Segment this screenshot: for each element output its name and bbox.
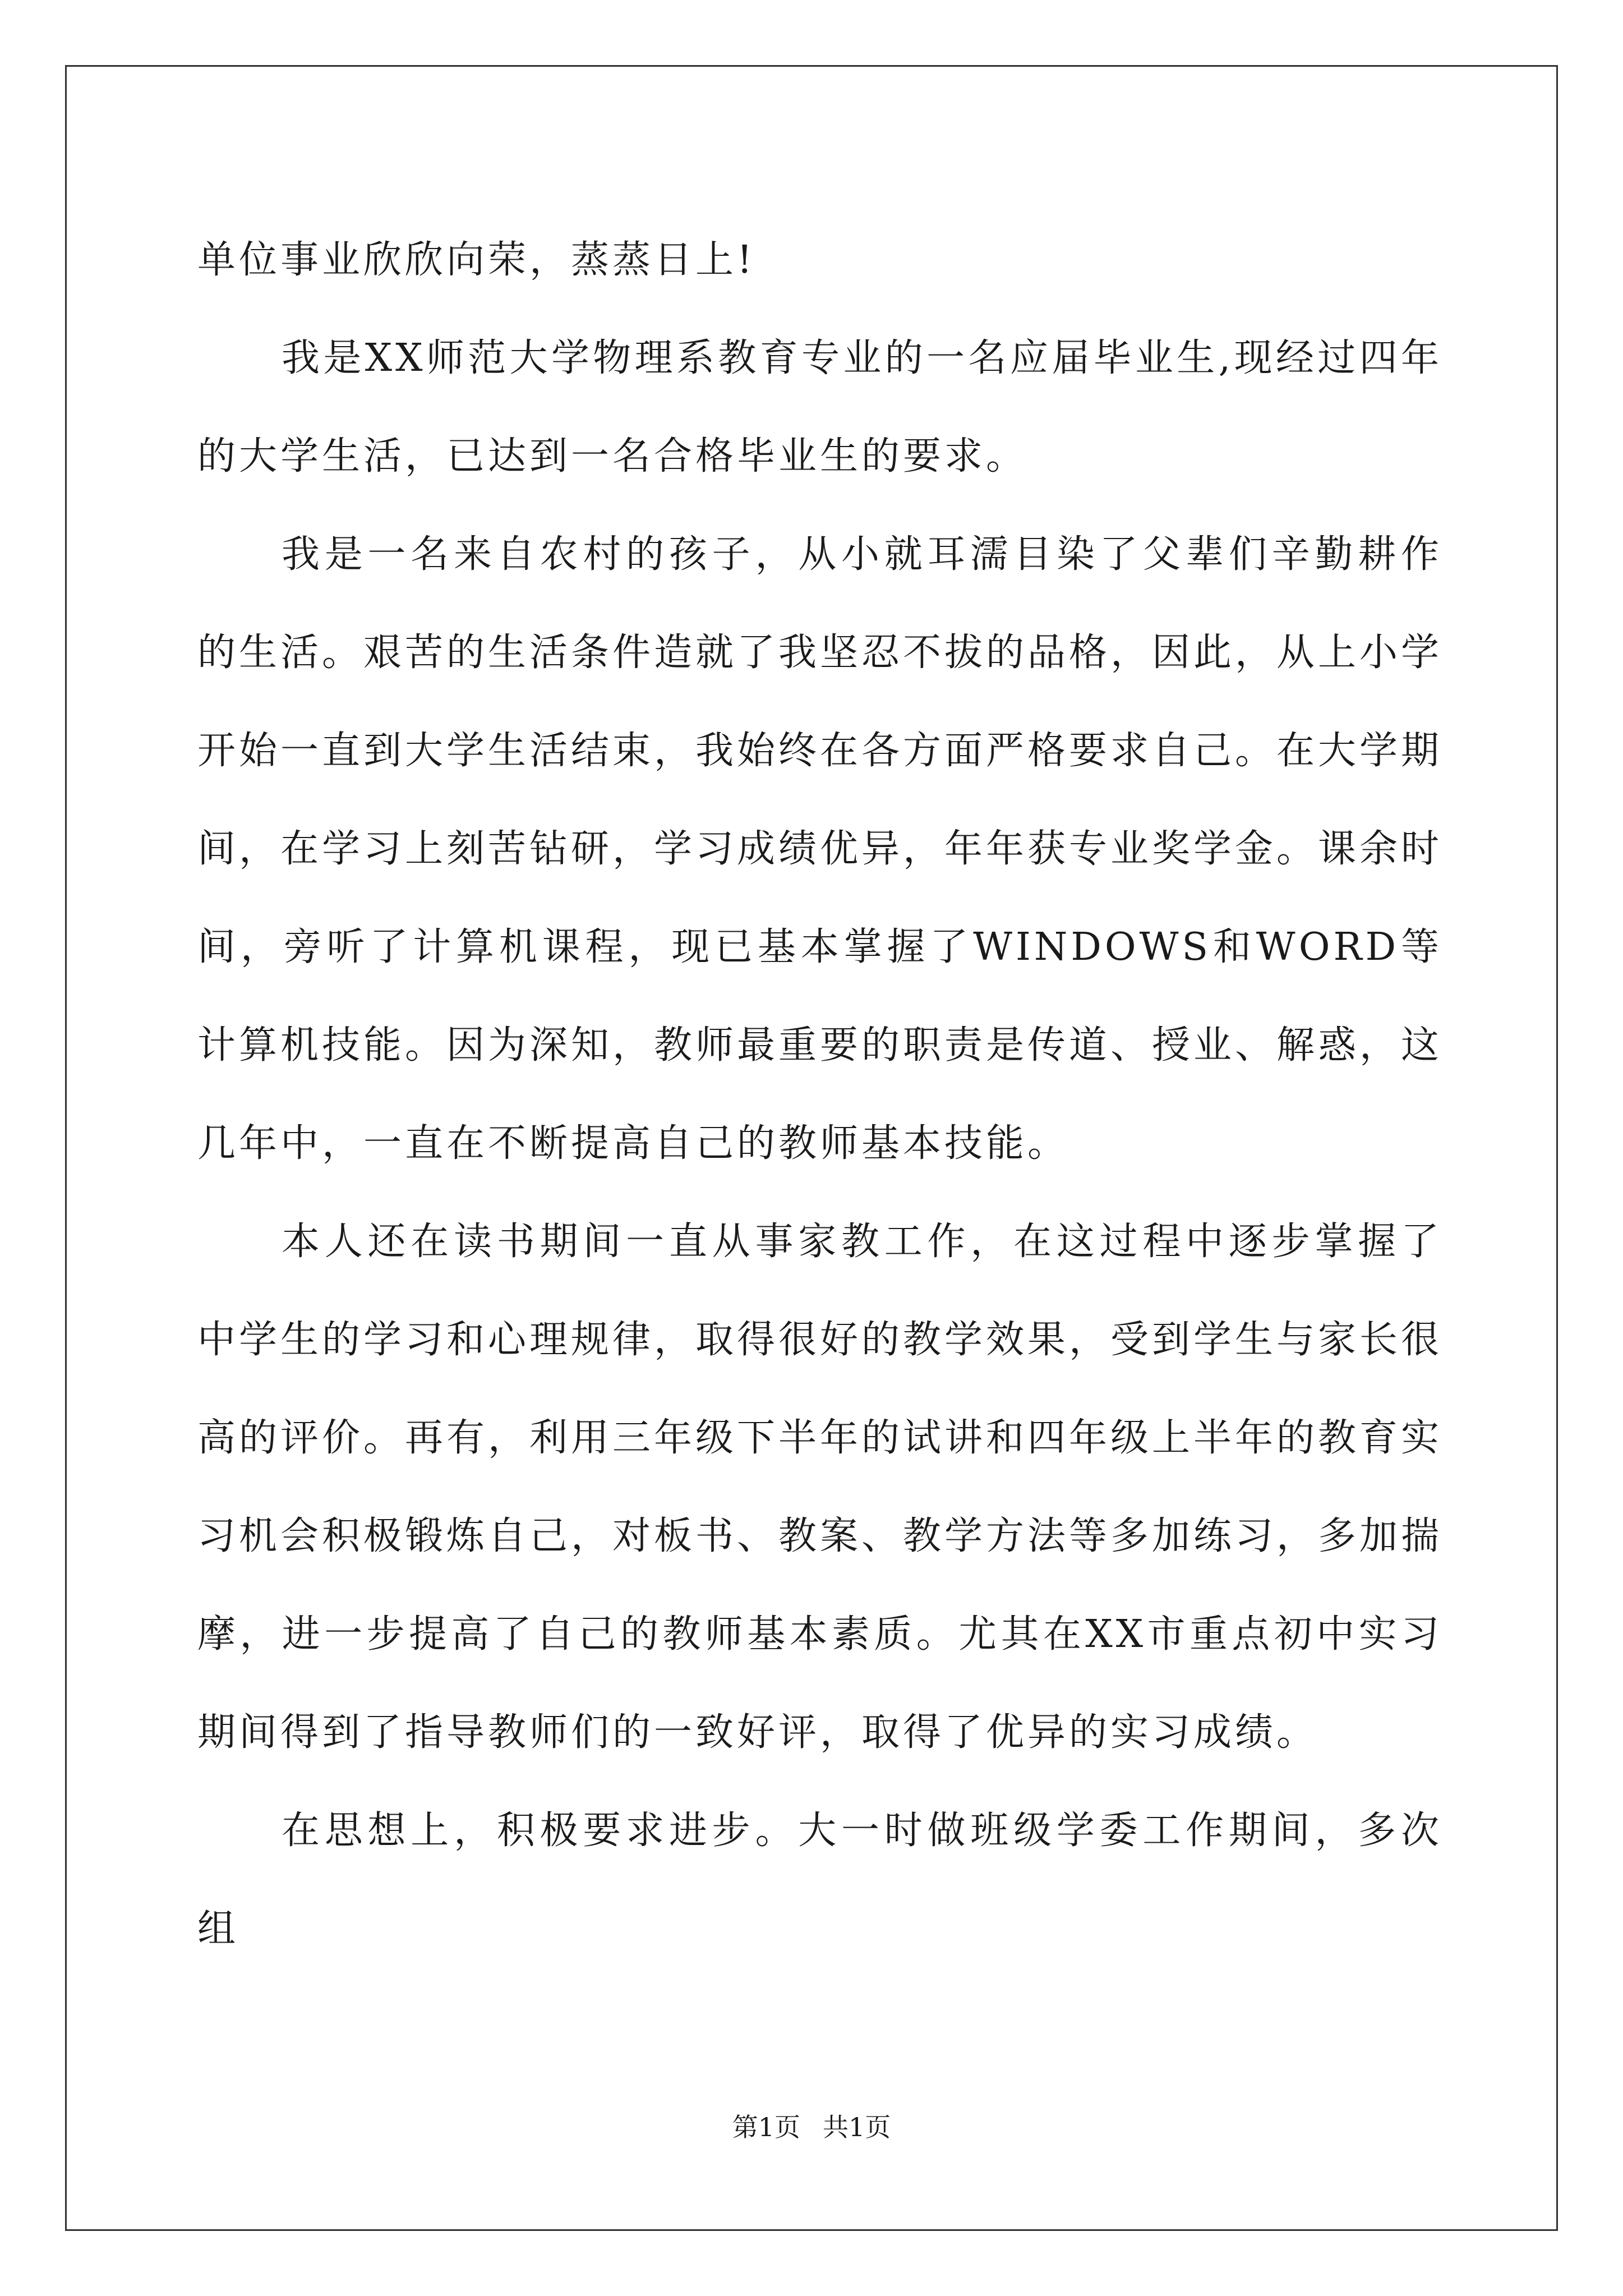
page-total: 共1页	[823, 2112, 891, 2142]
paragraph-ideology: 在思想上，积极要求进步。大一时做班级学委工作期间，多次组	[197, 1809, 1442, 1951]
document-body	[197, 211, 1442, 1978]
page-number: 第1页	[732, 2112, 800, 2142]
paragraph-continuation: 单位事业欣欣向荣，蒸蒸日上!	[197, 238, 756, 282]
page-footer	[0, 2110, 1623, 2144]
paragraph-tutoring: 本人还在读书期间一直从事家教工作，在这过程中逐步掌握了中学生的学习和心理规律，取得很好的教学效果，受到学生与家长很高的评价。再有，利用三年级下半年的试讲和四年级上半年的教育实习机会积极锻炼自己，对板书、教案、教学方法等多加练习，多加揣摩，进一步提高了自己的教师基本素质。尤其在XX市重点初中实习期间得到了指导教师们的一致好评，取得了优异的实习成绩。	[197, 1220, 1443, 1755]
paragraph-background: 我是一名来自农村的孩子，从小就耳濡目染了父辈们辛勤耕作的生活。艰苦的生活条件造就了我坚忍不拔的品格，因此，从上小学开始一直到大学生活结束，我始终在各方面严格要求自己。在大学期间，在学习上刻苦钻研，学习成绩优异，年年获专业奖学金。课余时间，旁听了计算机课程，现已基本掌握了WINDOWS和WORD等计算机技能。因为深知，教师最重要的职责是传道、授业、解惑，这几年中，一直在不断提高自己的教师基本技能。	[197, 532, 1443, 1166]
paragraph-intro: 我是XX师范大学物理系教育专业的一名应届毕业生,现经过四年的大学生活，已达到一名合格毕业生的要求。	[197, 336, 1442, 478]
